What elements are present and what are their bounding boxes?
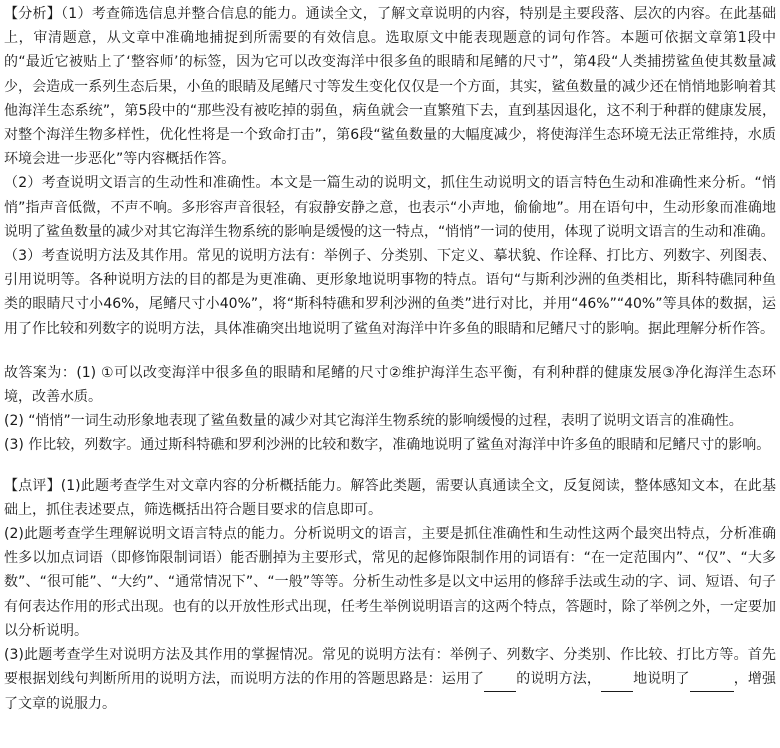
analysis-paragraph-1: 【分析】（1）考查筛选信息并整合信息的能力。通读全文，了解文章说明的内容，特别是主要段落、层次的内容。在此基础上，审清题意，从文章中准确地捕捉到所需要的有效信息。选取原文中能表现题意的词句作答。本题可依据文章第1段中的“最近它被贴上了‘整容师’的标签，因为它可以改变海洋中很多鱼的眼睛和尾鳍的尺寸”，第4段“人类捕捞鲨鱼使其数量减少，会造成一系列生态后果，小鱼的眼睛及尾鳍尺寸等发生变化仅仅是一个方面，其实，鲨鱼数量的减少还在悄悄地影响着其他海洋生态系统”，第5段中的“那些没有被吃掉的弱鱼，病鱼就会一直繁殖下去，直到基因退化，这不利于种群的健康发展，对整个海洋生物多样性，优化性将是一个致命打击”，第6段“鲨鱼数量的大幅度减少，将使海洋生态环境无法正常维持，水质环境会进一步恶化”等内容概括作答。 <box>4 6 776 168</box>
analysis-paragraph-3: （3）考查说明方法及其作用。常见的说明方法有：举例子、分类别、下定义、摹状貌、作诠释、打比方、列数字、列图表、引用说明等。各种说明方法的目的都是为更准确、更形象地说明事物的特点。语句“与斯利沙洲的鱼类相比，斯科特礁同种鱼类的眼睛尺寸小46%，尾鳍尺寸小40%”，将“斯科特礁和罗利沙洲的鱼类”进行对比，并用“46%”“40%”等具体的数据，运用了作比较和列数字的说明方法，具体准确突出地说明了鲨鱼对海洋中许多鱼的眼睛和尼鳍尺寸的影响。据此理解分析作答。 <box>4 248 776 337</box>
comment-text: (3)此题考查学生对说明方法及其作用的掌握情况。常见的说明方法有：举例子、列数字、分类别、作比较、打比方等。首先要根据划线句判断所用的说明方法，而说明方法的作用的答题思路是：运用了 <box>4 647 776 688</box>
answer-paragraph-3: (3) 作比较，列数字。通过斯科特礁和罗利沙洲的比较和数字，准确地说明了鲨鱼对海洋中许多鱼的眼睛和尼鳍尺寸的影响。 <box>4 437 771 454</box>
comment-text: 地说明了 <box>633 671 690 688</box>
fill-blank <box>484 667 516 692</box>
comment-text: 的说明方法， <box>516 671 602 688</box>
answer-paragraph-1: 故答案为：(1) ①可以改变海洋中很多鱼的眼睛和尾鳍的尺寸②维护海洋生态平衡，有利种群的健康发展③净化海洋生态环境，改善水质。 <box>4 364 776 406</box>
section-spacer <box>4 341 776 361</box>
comment-paragraph-1: 【点评】(1)此题考查学生对文章内容的分析概括能力。解答此类题，需要认真通读全文，反复阅读，整体感知文本，在此基础上，抓住表述要点，筛选概括出符合题目要求的信息即可。 <box>4 477 776 518</box>
fill-blank <box>601 667 633 692</box>
answer-paragraph-2: (2) “悄悄”一词生动形象地表现了鲨鱼数量的减少对其它海洋生物系统的影响缓慢的过程，表明了说明文语言的准确性。 <box>4 413 743 430</box>
fill-blank <box>690 667 734 692</box>
comment-paragraph-2: (2)此题考查学生理解说明文语言特点的能力。分析说明文的语言，主要是抓住准确性和生动性这两个最突出特点，分析准确性多以加点词语（即修饰限制词语）能否删掉为主要形式，常见的起修饰限制作用的词语有：“在一定范围内”、“仅”、“大多数”、“很可能”、“大约”、“通常情况下”、“一般”等等。分析生动性多是以文中运用的修辞手法或生动的字、词、短语、句子有何表达作用的形式出现。也有的以开放性形式出现，任考生举例说明语言的这两个特点，答题时，除了举例之外，一定要加以分析说明。 <box>4 526 776 639</box>
section-spacer <box>4 458 776 474</box>
comment-paragraph-3 <box>4 643 776 717</box>
analysis-paragraph-2: （2）考查说明文语言的生动性和准确性。本文是一篇生动的说明文，抓住生动说明文的语言特色生动和准确性来分析。“悄悄”指声音低微，不声不响。多形容声音很轻，有寂静安静之意，也表示“小声地，偷偷地”。用在语句中，生动形象而准确地说明了鲨鱼数量的减少对其它海洋生物系统的影响是缓慢的这一特点，“悄悄”一词的使用，体现了说明文语言的生动和准确。 <box>4 175 776 240</box>
comment-text: ，增强了文章的说服力。 <box>4 671 777 713</box>
